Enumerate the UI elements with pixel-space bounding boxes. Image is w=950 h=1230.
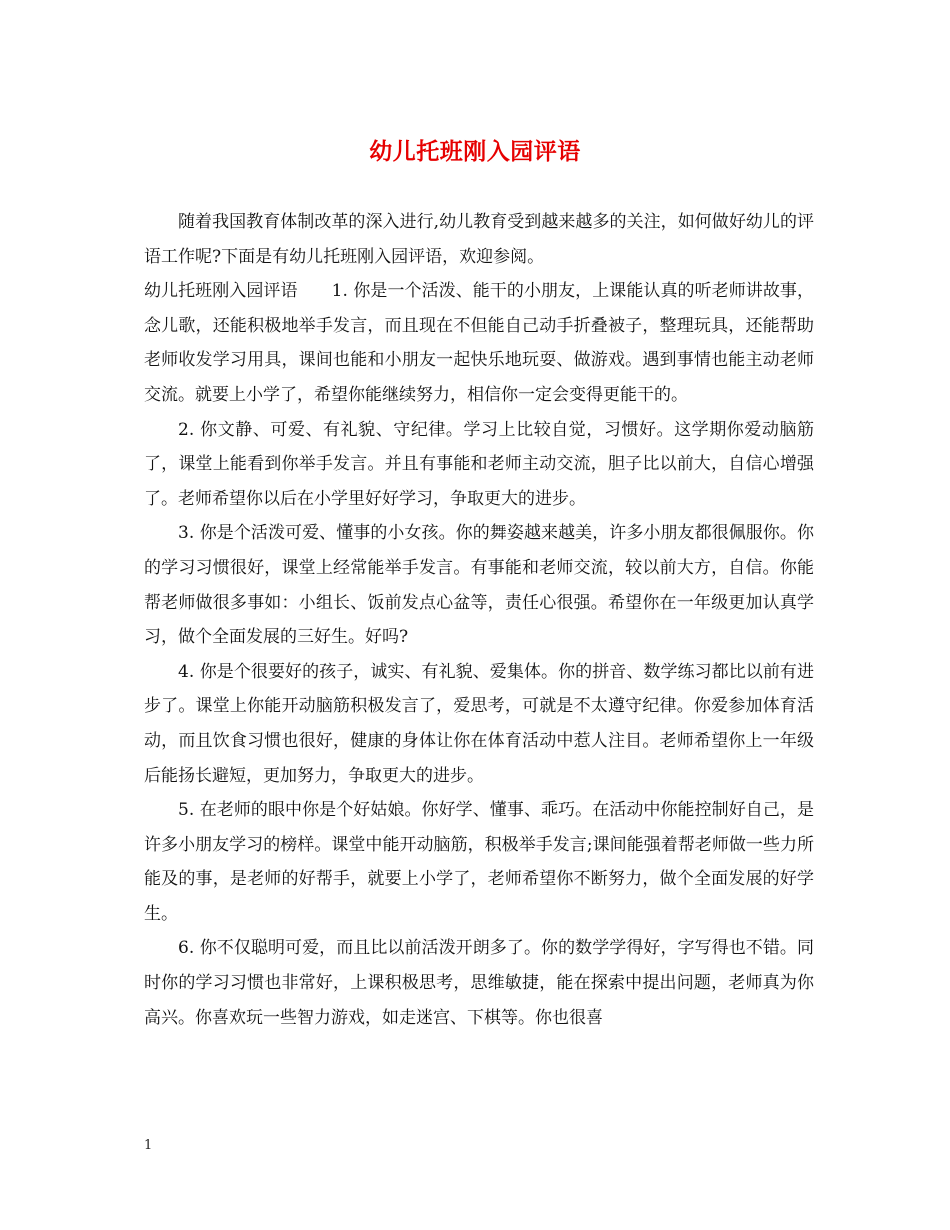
comment-paragraph-2: 2. 你文静、可爱、有礼貌、守纪律。学习上比较自觉，习惯好。这学期你爱动脑筋了，课堂上能看到你举手发言。并且有事能和老师主动交流，胆子比以前大，自信心增强了。老师希望你以后在小学里好好学习，争取更大的进步。: [144, 419, 814, 509]
intro-paragraph: 随着我国教育体制改革的深入进行,幼儿教育受到越来越多的关注，如何做好幼儿的评语工作呢?下面是有幼儿托班刚入园评语，欢迎参阅。: [144, 212, 814, 267]
comment-paragraph-3: 3. 你是个活泼可爱、懂事的小女孩。你的舞姿越来越美，许多小朋友都很佩服你。你的学习习惯很好，课堂上经常能举手发言。有事能和老师交流，较以前大方，自信。你能帮老师做很多事如：小组长、饭前发点心盆等，责任心很强。希望你在一年级更加认真学习，做个全面发展的三好生。好吗?: [144, 523, 814, 648]
comment-paragraph-5: 5. 在老师的眼中你是个好姑娘。你好学、懂事、乖巧。在活动中你能控制好自己，是许多小朋友学习的榜样。课堂中能开动脑筋，积极举手发言;课间能强着帮老师做一些力所能及的事，是老师的好帮手，就要上小学了，老师希望你不断努力，做个全面发展的好学生。: [144, 800, 814, 924]
page-number: 1: [144, 1138, 153, 1153]
comment-paragraph-1: 幼儿托班刚入园评语 1. 你是一个活泼、能干的小朋友，上课能认真的听老师讲故事，念儿歌，还能积极地举手发言，而且现在不但能自己动手折叠被子，整理玩具，还能帮助老师收发学习用具，课间也能和小朋友一起快乐地玩耍、做游戏。遇到事情也能主动老师交流。就要上小学了，希望你能继续努力，相信你一定会变得更能干的。: [144, 281, 814, 405]
document-body: [144, 205, 814, 1035]
comment-paragraph-6: 6. 你不仅聪明可爱，而且比以前活泼开朗多了。你的数学学得好，字写得也不错。同时你的学习习惯也非常好，上课积极思考，思维敏捷，能在探索中提出问题，老师真为你高兴。你喜欢玩一些智力游戏，如走迷宫、下棋等。你也很喜: [144, 938, 814, 1028]
document-title: 幼儿托班刚入园评语: [369, 138, 581, 165]
comment-paragraph-4: 4. 你是个很要好的孩子，诚实、有礼貌、爱集体。你的拼音、数学练习都比以前有进步了。课堂上你能开动脑筋积极发言了，爱思考，可就是不太遵守纪律。你爱参加体育活动，而且饮食习惯也很好，健康的身体让你在体育活动中惹人注目。老师希望你上一年级后能扬长避短，更加努力，争取更大的进步。: [144, 661, 814, 786]
